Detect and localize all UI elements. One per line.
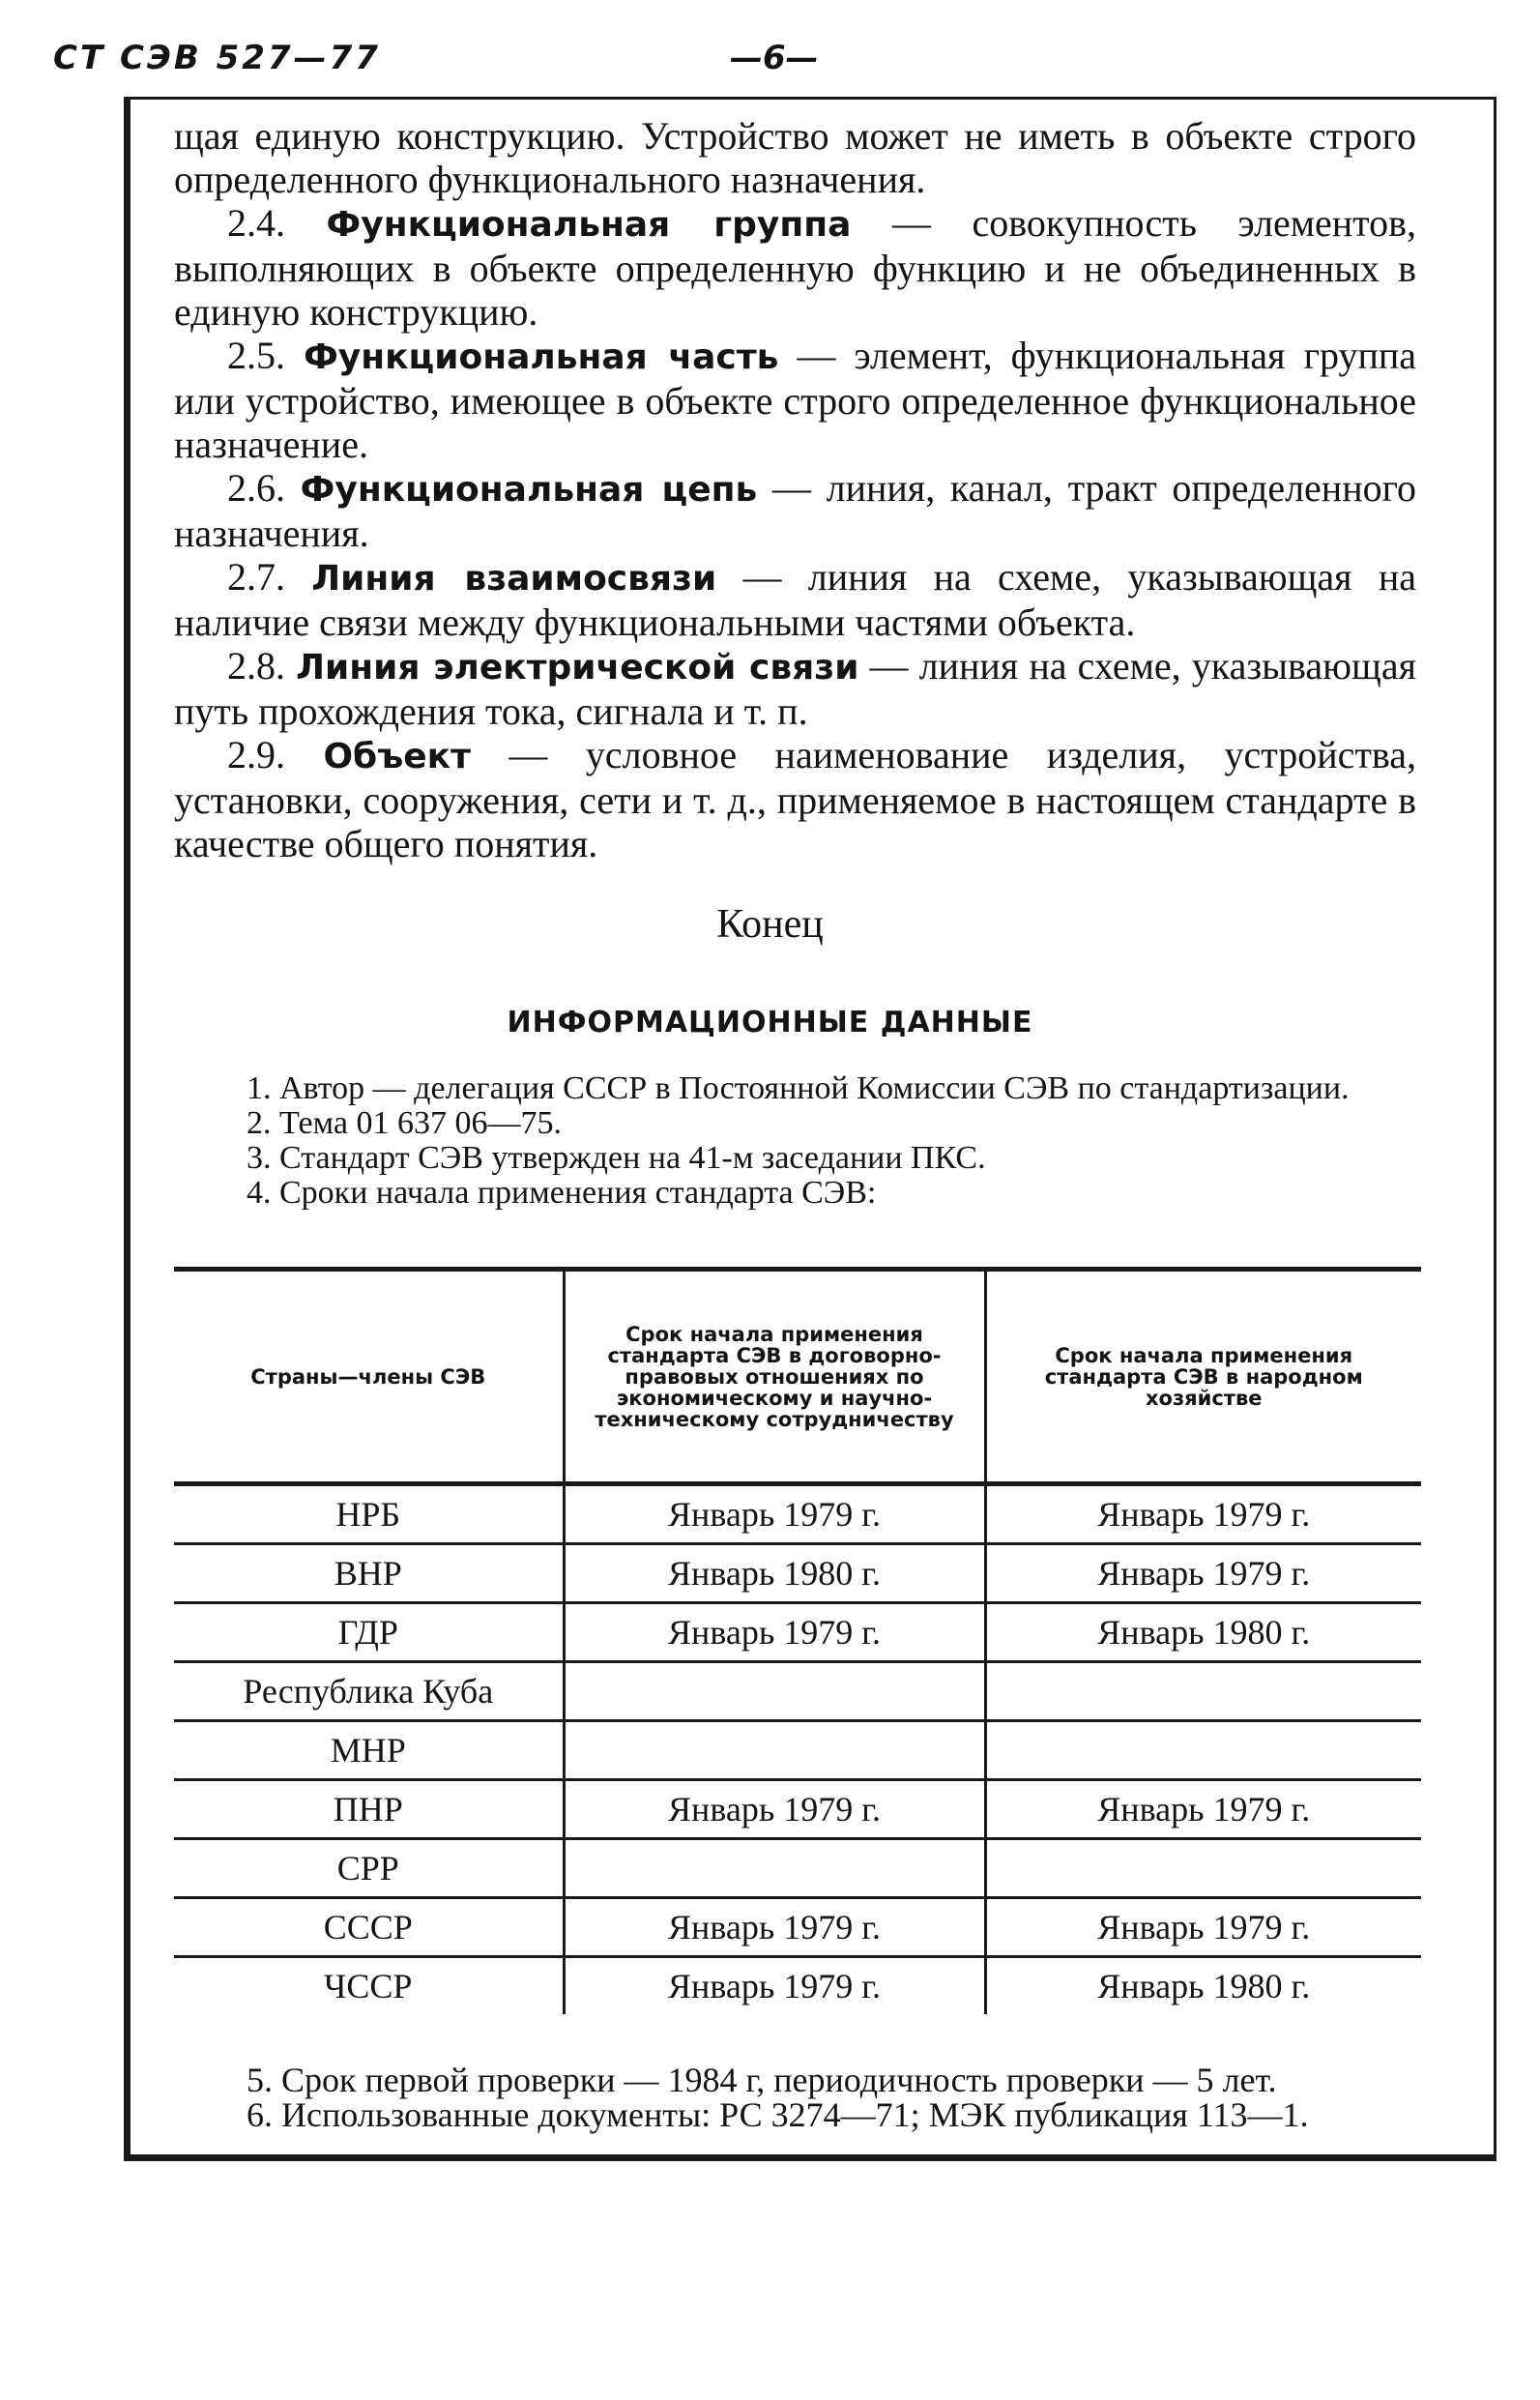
economy-date-cell: Январь 1979 г. [985, 1780, 1421, 1839]
info-item-approval: 3. Стандарт СЭВ утвержден на 41-м заседании ПКС. [247, 1140, 986, 1176]
definition-2-8 [174, 644, 1416, 733]
country-cell: МНР [174, 1721, 564, 1780]
country-cell: ПНР [174, 1780, 564, 1839]
contract-date-cell: Январь 1979 г. [564, 1957, 985, 2015]
info-item-author: 1. Автор — делегация СССР в Постоянной Комиссии СЭВ по стандартизации. [247, 1070, 1350, 1106]
economy-date-cell: Январь 1979 г. [985, 1544, 1421, 1603]
definition-2-9 [174, 733, 1416, 865]
header-countries: Страны—члены СЭВ [250, 1364, 486, 1389]
country-cell: ЧССР [324, 1967, 413, 2005]
header-economy-date: Срок начала применения стандарта СЭВ в народном хозяйстве [985, 1270, 1421, 1484]
economy-date-cell: Январь 1980 г. [985, 1957, 1421, 2015]
contract-date-cell [564, 1839, 985, 1898]
table-row [174, 1780, 1421, 1839]
country-cell: СРР [174, 1839, 564, 1898]
contract-date-cell: Январь 1980 г. [564, 1544, 985, 1603]
country-cell: НРБ [174, 1484, 564, 1544]
info-item-topic: 2. Тема 01 637 06—75. [247, 1105, 562, 1141]
table-header-row [174, 1270, 1421, 1484]
definition-text: — совокупность элементов, выполняющих в объекте определенную функцию и не объединенных в единую конструкцию. [174, 201, 1417, 334]
table-row [174, 1484, 1421, 1544]
definition-text: — условное наименование изделия, устройства, установки, сооружения, сети и т. д., применяемое в настоящем стандарте в качестве общего понятия. [174, 733, 1416, 865]
contract-date-cell: Январь 1979 г. [564, 1780, 985, 1839]
definition-term: Функциональная часть [304, 337, 779, 377]
table-row [174, 1544, 1421, 1603]
table-row [174, 1603, 1421, 1662]
definition-text: — линия на схеме, указывающая путь прохождения тока, сигнала и т. п. [174, 644, 1417, 733]
standard-code: СТ СЭВ 527—77 [53, 39, 381, 77]
table-row [174, 1721, 1421, 1780]
definition-text: — линия, канал, тракт определенного назначения. [174, 466, 1417, 555]
definition-term: Линия взаимосвязи [311, 559, 717, 599]
note-documents-used: 6. Использованные документы: РС 3274—71; МЭК публикация 113—1. [247, 2095, 1309, 2134]
economy-date-cell: Январь 1979 г. [985, 1898, 1421, 1957]
economy-date-cell [985, 1721, 1421, 1780]
end-label: Конец [716, 902, 824, 947]
note-review-period: 5. Срок первой проверки — 1984 г, периодичность проверки — 5 лет. [247, 2061, 1277, 2099]
economy-date-cell: Январь 1979 г. [985, 1484, 1421, 1544]
definition-number: 2.5. [227, 334, 285, 377]
definition-number: 2.6. [227, 466, 285, 510]
definition-text: — линия на схеме, указывающая на наличие связи между функциональными частями объекта. [174, 555, 1417, 644]
contract-date-cell [564, 1662, 985, 1721]
definition-number: 2.9. [227, 733, 285, 776]
contract-date-cell: Январь 1979 г. [564, 1898, 985, 1957]
footer-notes [174, 2063, 1421, 2132]
definition-2-7 [174, 555, 1416, 644]
page-number: —6— [730, 39, 819, 77]
country-cell: Республика Куба [174, 1662, 564, 1721]
definition-number: 2.4. [227, 201, 285, 245]
definition-term: Функциональная цепь [300, 470, 758, 510]
table-row [174, 1898, 1421, 1957]
dates-table [174, 1267, 1421, 2014]
economy-date-cell [985, 1662, 1421, 1721]
info-title: ИНФОРМАЦИОННЫЕ ДАННЫЕ [507, 1006, 1033, 1039]
info-item-dates: 4. Сроки начала применения стандарта СЭВ: [247, 1175, 877, 1211]
definition-number: 2.8. [227, 644, 285, 688]
definition-2-6 [174, 466, 1416, 555]
country-cell: ВНР [174, 1544, 564, 1603]
definition-2-4 [174, 201, 1416, 334]
contract-date-cell: Январь 1979 г. [564, 1484, 985, 1544]
contract-date-cell: Январь 1979 г. [564, 1603, 985, 1662]
economy-date-cell: Январь 1980 г. [985, 1603, 1421, 1662]
adoption-dates-table [174, 1267, 1421, 2014]
definition-text: — элемент, функциональная группа или устройство, имеющее в объекте строго определенное функциональное назначение. [174, 334, 1417, 466]
contract-date-cell [564, 1721, 985, 1780]
table-row [174, 1839, 1421, 1898]
info-list [174, 1071, 1416, 1211]
definition-term: Функциональная группа [326, 205, 852, 245]
definition-term: Объект [323, 737, 471, 776]
continuation-paragraph: щая единую конструкцию. Устройство может не иметь в объекте строго определенного функционального назначения. [174, 114, 1416, 201]
header-contract-date: Срок начала применения стандарта СЭВ в договорно-правовых отношениях по экономическому и научно-техническому сотрудничеству [564, 1270, 985, 1484]
page-header [0, 39, 1540, 77]
definitions-section [174, 114, 1416, 865]
definition-number: 2.7. [227, 555, 285, 599]
definition-2-5 [174, 334, 1416, 466]
economy-date-cell [985, 1839, 1421, 1898]
country-cell: ГДР [174, 1603, 564, 1662]
table-row [174, 1957, 1421, 2015]
country-cell: СССР [174, 1898, 564, 1957]
definition-term: Линия электрической связи [296, 648, 859, 688]
table-row [174, 1662, 1421, 1721]
